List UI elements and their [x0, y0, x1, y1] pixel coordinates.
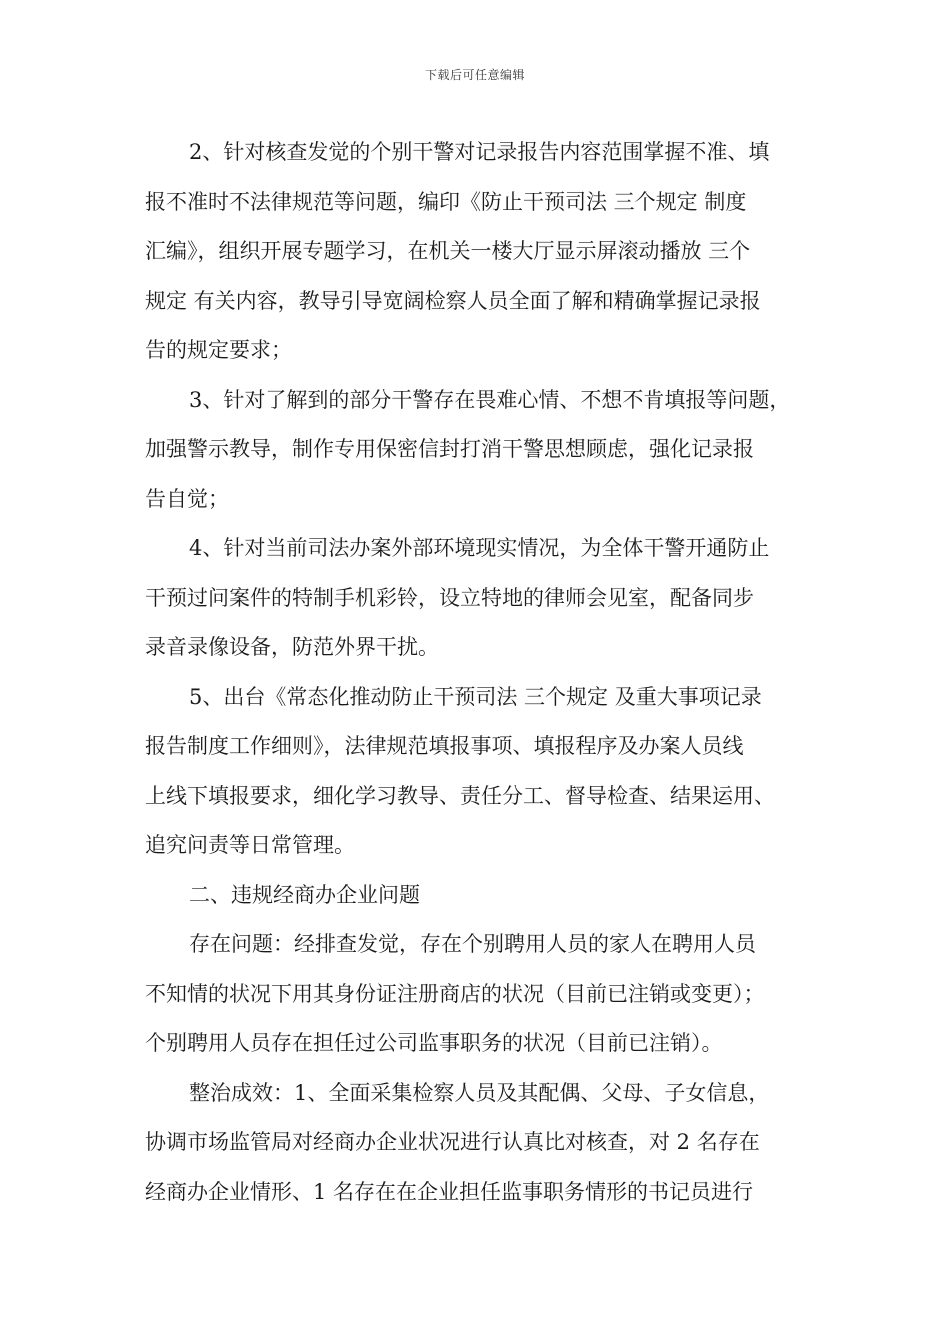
paragraph-line: 干预过问案件的特制手机彩铃，设立特地的律师会见室，配备同步: [145, 585, 754, 610]
paragraph-line: 4、针对当前司法办案外部环境现实情况，为全体干警开通防止: [189, 536, 770, 560]
paragraph-line: 不知情的状况下用其身份证注册商店的状况（目前已注销或变更）；: [145, 981, 765, 1006]
paragraph-line: 告的规定要求；: [145, 338, 292, 362]
paragraph-line: 录音录像设备，防范外界干扰。: [145, 635, 439, 659]
paragraph-line: 经商办企业情形、1 名存在在企业担任监事职务情形的书记员进行: [145, 1179, 754, 1204]
document-body: [145, 128, 813, 1217]
paragraph-line: 告自觉；: [145, 486, 229, 511]
paragraph-line: 加强警示教导，制作专用保密信封打消干警思想顾虑，强化记录报: [145, 437, 754, 461]
paragraph-line: 个别聘用人员存在担任过公司监事职务的状况（目前已注销）。: [145, 1031, 723, 1055]
paragraph-line: 规定 有关内容，教导引导宽阔检察人员全面了解和精确掌握记录报: [145, 288, 761, 313]
paragraph-line: 汇编》，组织开展专题学习，在机关一楼大厅显示屏滚动播放 三个: [145, 239, 751, 263]
paragraph-line: 上线下填报要求，细化学习教导、责任分工、督导检查、结果运用、: [145, 783, 775, 808]
section-heading: 二、违规经商办企业问题: [189, 882, 420, 907]
paragraph-line: 整治成效：1、全面采集检察人员及其配偶、父母、子女信息，: [189, 1080, 770, 1105]
page-header: 下载后可任意编辑: [424, 68, 525, 82]
paragraph-line: 2、针对核查发觉的个别干警对记录报告内容范围掌握不准、填: [189, 140, 770, 164]
paragraph-line: 报告制度工作细则》，法律规范填报事项、填报程序及办案人员线: [145, 734, 744, 758]
paragraph-line: 追究问责等日常管理。: [145, 833, 355, 857]
paragraph-line: 存在问题：经排查发觉，存在个别聘用人员的家人在聘用人员: [189, 932, 756, 956]
paragraph-line: 报不准时不法律规范等问题，编印《防止干预司法 三个规定 制度: [145, 189, 747, 214]
paragraph-line: 5、出台《常态化推动防止干预司法 三个规定 及重大事项记录: [189, 684, 762, 709]
paragraph-line: 3、针对了解到的部分干警存在畏难心情、不想不肯填报等问题，: [189, 387, 791, 412]
paragraph-line: 协调市场监管局对经商办企业状况进行认真比对核查，对 2 名存在: [145, 1130, 760, 1154]
